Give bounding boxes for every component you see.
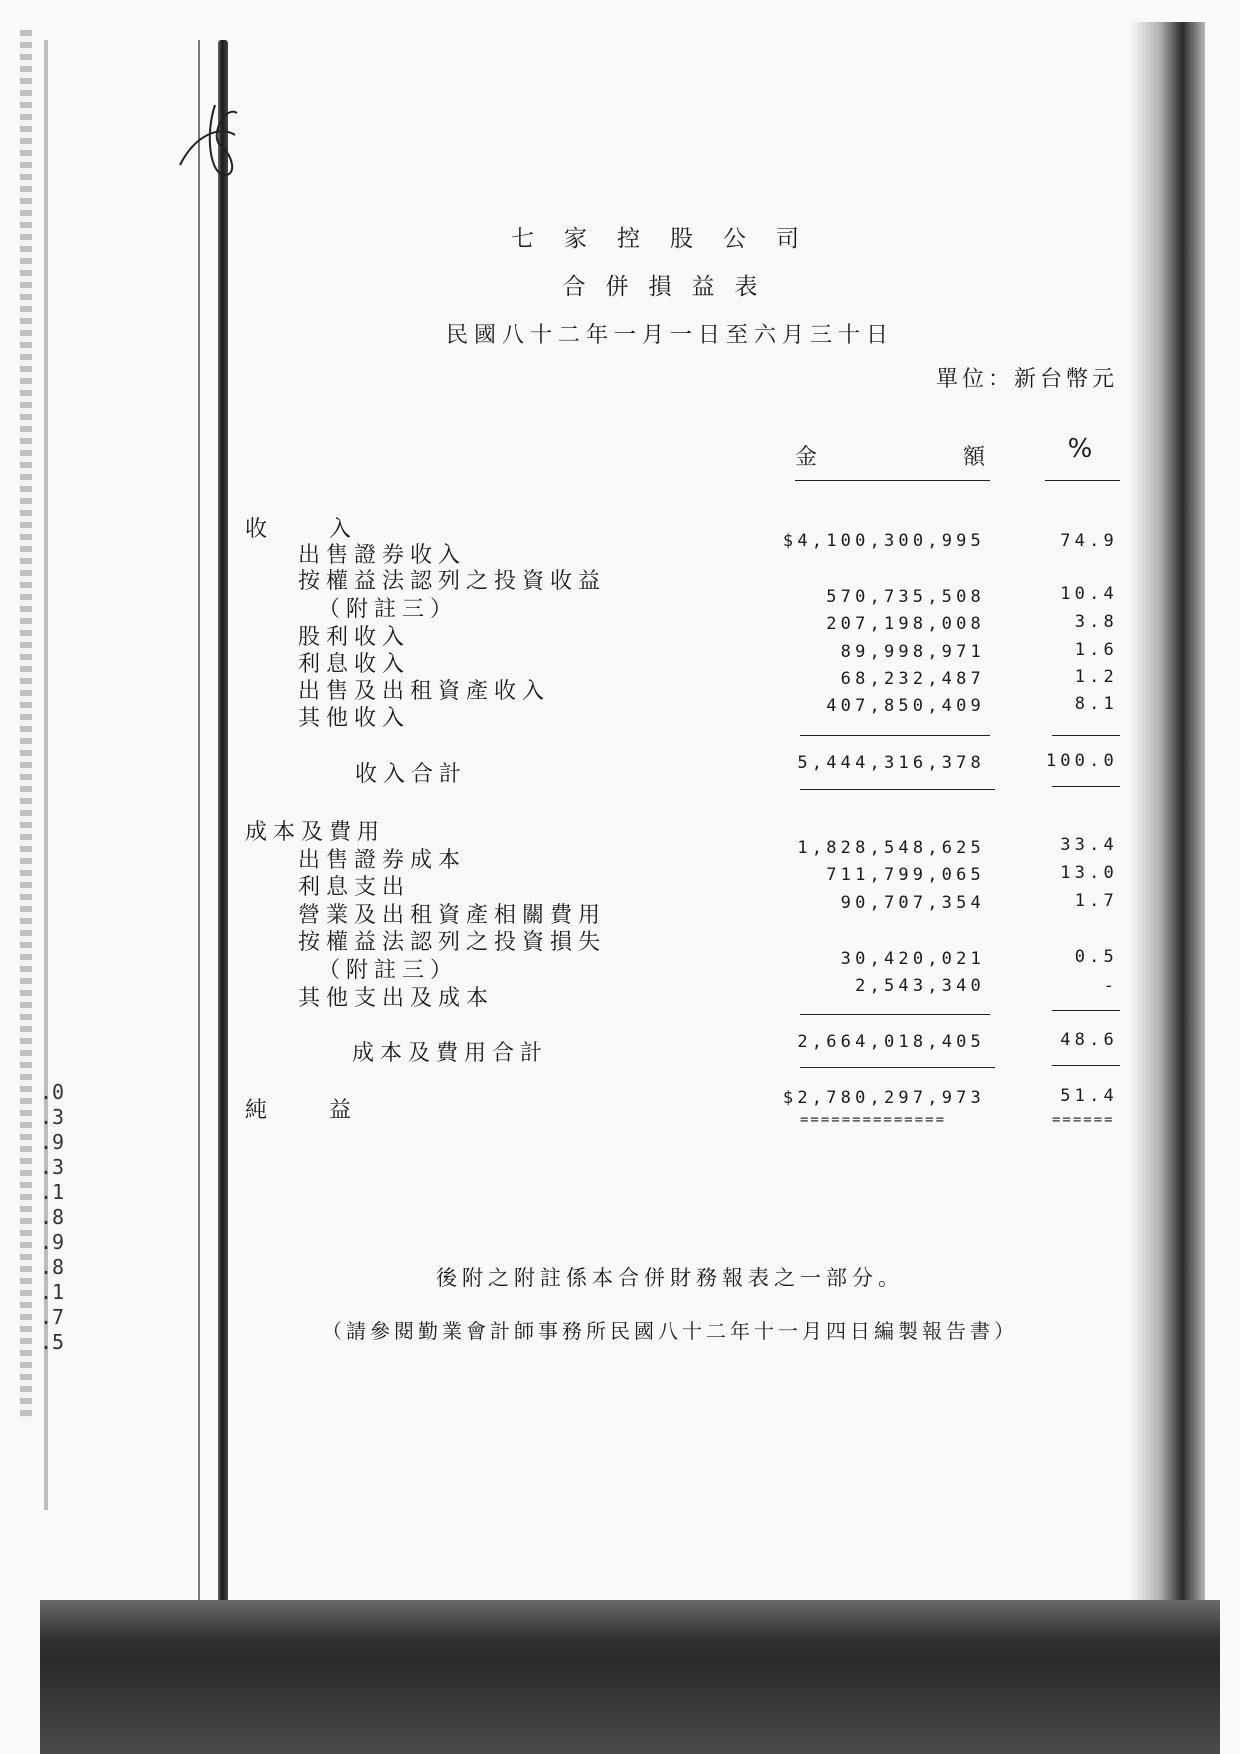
margin-digit: .8 <box>40 1205 65 1229</box>
company-name: 七家控股公司 <box>511 226 829 252</box>
margin-digit: .3 <box>40 1105 65 1129</box>
currency-unit: 單位：新台幣元 <box>935 367 1118 392</box>
revenue-item-amount: 207,198,008 <box>826 614 985 634</box>
margin-digit: .1 <box>40 1180 65 1204</box>
cost-item-label: 營業及出租資產相關費用 <box>298 903 607 928</box>
revenue-pct-total-rule <box>1052 786 1120 787</box>
amount-heading-right: 額 <box>962 445 985 470</box>
costs-total-label: 成本及費用合計 <box>352 1041 549 1066</box>
cost-item-note: （附註三） <box>318 958 459 983</box>
revenue-item-label: 股利收入 <box>298 625 411 650</box>
revenue-item-percent: 1.6 <box>1074 640 1118 660</box>
revenue-item-percent: 3.8 <box>1074 612 1118 632</box>
revenue-item-percent: 8.1 <box>1074 694 1118 714</box>
cost-item-amount: 711,799,065 <box>826 865 985 885</box>
cost-item-percent: 1.7 <box>1074 891 1118 911</box>
cost-item-percent: 13.0 <box>1060 863 1118 883</box>
revenue-pct-subtotal-rule <box>1052 735 1120 736</box>
cost-item-label: 按權益法認列之投資損失 <box>298 930 607 955</box>
statement-period: 民國八十二年一月一日至六月三十日 <box>445 323 894 348</box>
margin-digit: .1 <box>40 1280 65 1304</box>
percent-heading-rule <box>1045 480 1120 481</box>
costs-subtotal-rule <box>800 1014 990 1015</box>
handwritten-mark-icon <box>175 95 285 205</box>
revenue-item-label: 出售及出租資產收入 <box>298 679 551 704</box>
costs-total-percent: 48.6 <box>1060 1030 1118 1050</box>
revenue-total-label: 收入合計 <box>355 762 468 787</box>
right-edge-shadow <box>1130 22 1205 1652</box>
percent-column-heading: % <box>1067 434 1093 464</box>
cost-item-label: 利息支出 <box>298 875 411 900</box>
bottom-scan-shadow <box>40 1600 1220 1754</box>
revenue-item-amount: 570,735,508 <box>826 587 985 607</box>
amount-heading-left: 金 <box>795 445 818 470</box>
revenue-item-label: 利息收入 <box>298 652 411 677</box>
costs-pct-subtotal-rule <box>1052 1010 1120 1011</box>
revenue-total-rule <box>800 789 995 790</box>
notes-reference: 後附之附註係本合併財務報表之一部分。 <box>436 1266 904 1290</box>
net-income-amount: $2,780,297,973 <box>782 1088 985 1108</box>
cost-item-amount: 90,707,354 <box>840 893 985 913</box>
margin-digit: .0 <box>40 1080 65 1104</box>
costs-total-rule <box>800 1067 995 1068</box>
cost-item-percent: 33.4 <box>1060 835 1118 855</box>
revenue-item-amount: 89,998,971 <box>840 642 985 662</box>
revenue-item-percent: 10.4 <box>1060 584 1118 604</box>
cost-item-percent: - <box>1103 976 1118 996</box>
revenue-subtotal-rule <box>800 735 990 736</box>
revenue-item-label: 出售證券收入 <box>298 543 467 568</box>
statement-title: 合併損益表 <box>562 274 778 300</box>
binding-spine <box>218 40 228 1625</box>
adjacent-page-strip <box>20 30 32 1420</box>
costs-pct-total-rule <box>1052 1065 1120 1066</box>
net-income-double-underline: ============== <box>800 1112 947 1128</box>
revenue-item-percent: 74.9 <box>1060 531 1118 551</box>
revenue-item-amount: $4,100,300,995 <box>782 531 985 551</box>
revenue-heading: 收 入 <box>245 517 358 542</box>
revenue-item-label: 按權益法認列之投資收益 <box>298 569 607 594</box>
margin-digit: .5 <box>40 1330 65 1354</box>
revenue-item-amount: 407,850,409 <box>826 696 985 716</box>
revenue-item-label: 其他收入 <box>298 706 411 731</box>
auditor-report-reference: （請參閱勤業會計師事務所民國八十二年十一月四日編製報告書） <box>322 1319 1018 1343</box>
net-income-percent: 51.4 <box>1060 1086 1118 1106</box>
cost-item-label: 其他支出及成本 <box>298 986 495 1011</box>
cost-item-label: 出售證券成本 <box>298 848 467 873</box>
revenue-item-amount: 68,232,487 <box>840 669 985 689</box>
revenue-item-note: （附註三） <box>318 597 459 622</box>
costs-heading: 成本及費用 <box>245 820 386 845</box>
binding-line <box>198 40 200 1620</box>
cost-item-amount: 1,828,548,625 <box>797 838 985 858</box>
margin-digit: .7 <box>40 1305 65 1329</box>
cost-item-percent: 0.5 <box>1074 947 1118 967</box>
margin-digit: .8 <box>40 1255 65 1279</box>
cost-item-amount: 30,420,021 <box>840 949 985 969</box>
margin-digit: .9 <box>40 1130 65 1154</box>
revenue-total-amount: 5,444,316,378 <box>797 753 985 773</box>
revenue-total-percent: 100.0 <box>1045 751 1118 771</box>
costs-total-amount: 2,664,018,405 <box>797 1032 985 1052</box>
amount-heading-rule <box>795 480 990 481</box>
cost-item-amount: 2,543,340 <box>855 976 985 996</box>
margin-digit-column <box>40 1080 70 1355</box>
net-income-label: 純 益 <box>245 1098 358 1123</box>
revenue-item-percent: 1.2 <box>1074 667 1118 687</box>
margin-digit: .3 <box>40 1155 65 1179</box>
net-percent-double-underline: ====== <box>1052 1112 1115 1128</box>
margin-digit: .9 <box>40 1230 65 1254</box>
